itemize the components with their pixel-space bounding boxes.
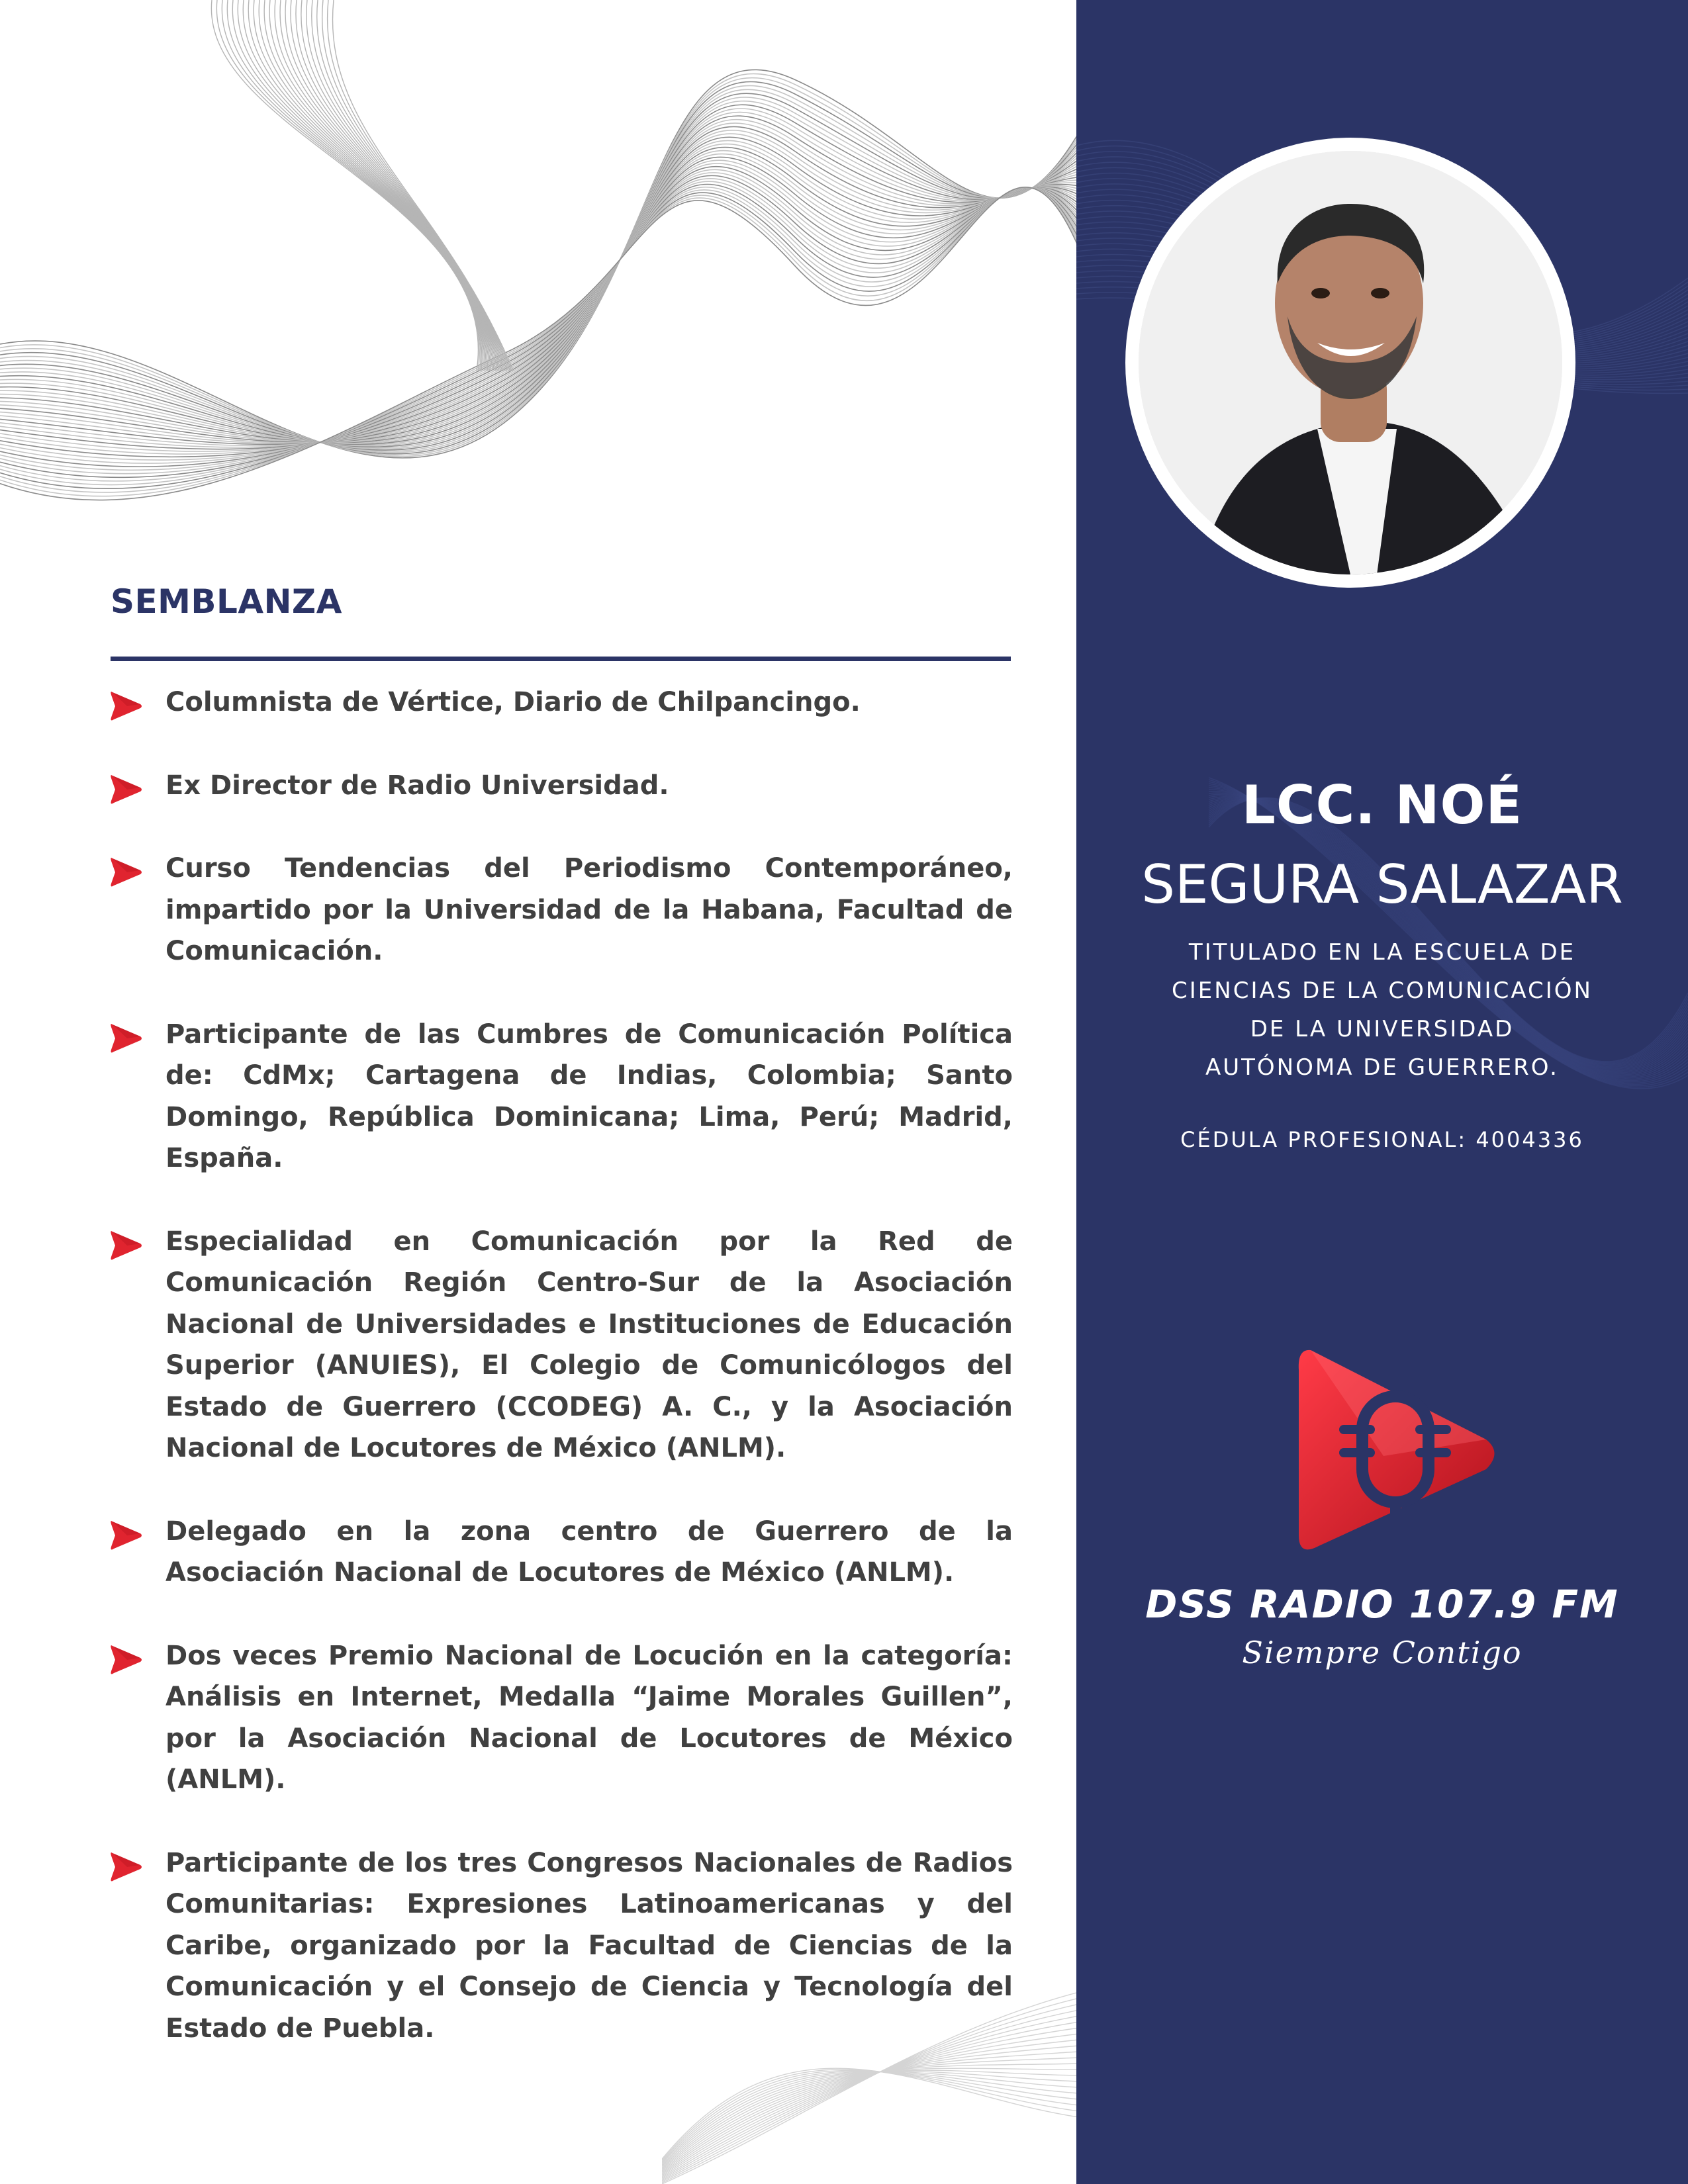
play-bullet-icon [107,772,143,807]
list-item-text: Dos veces Premio Nacional de Locución en la categoría: Análisis en Internet, Medalla “Jaime Morales Guillen”, por la Asociación Nacional de Locutores de México (ANLM). [165,1640,1013,1795]
list-item-text: Ex Director de Radio Universidad. [165,770,669,801]
play-bullet-icon [107,1642,143,1678]
profile-license: CÉDULA PROFESIONAL: 4004336 [1180,1127,1584,1152]
list-item-text: Participante de los tres Congresos Nacionales de Radios Comunitarias: Expresiones Latinoamericanas y del Caribe, organizado por la Facultad de Ciencias de la Comunicación y el Consejo de Ciencia y Tecnología del Estado de Puebla. [165,1847,1013,2044]
profile-name-first: LCC. NOÉ [1241,774,1523,836]
list-item-text: Participante de las Cumbres de Comunicación Política de: CdMx; Cartagena de Indias, Colombia; Santo Domingo, República Dominicana; Lima, Perú; Madrid, España. [165,1019,1013,1173]
play-bullet-icon [107,688,143,724]
credential-line: DE LA UNIVERSIDAD [1250,1016,1515,1042]
section-divider [111,657,1011,661]
radio-logo-name: DSS RADIO 107.9 FM [1145,1582,1619,1627]
credential-line: AUTÓNOMA DE GUERRERO. [1205,1054,1559,1081]
section-title: SEMBLANZA [111,582,342,621]
profile-photo-frame [1125,138,1575,588]
list-item [106,1014,1013,1179]
decorative-waves-top [0,0,1079,596]
list-item-text: Columnista de Vértice, Diario de Chilpancingo. [165,687,861,717]
list-item [106,1843,1013,2050]
microphone-play-icon [1284,1343,1503,1562]
list-item-text: Delegado en la zona centro de Guerrero de la Asociación Nacional de Locutores de México (ANLM). [165,1516,1013,1588]
list-item [106,1511,1013,1594]
list-item-text: Especialidad en Comunicación por la Red de Comunicación Región Centro-Sur de la Asociación Nacional de Universidades e Instituciones de Educación Superior (ANUIES), El Colegio de Comunicólogos del Estado de Guerrero (CCODEG) A. C., y la Asociación Nacional de Locutores de México (ANLM). [165,1226,1013,1463]
list-item [106,1635,1013,1801]
radio-logo-tagline: Siempre Contigo [1242,1635,1523,1670]
profile-credentials [1076,933,1688,1087]
play-bullet-icon [107,854,143,890]
bio-list [106,682,1013,2091]
person-portrait-icon [1139,151,1562,574]
list-item [106,765,1013,807]
list-item [106,682,1013,723]
list-item-text: Curso Tendencias del Periodismo Contemporáneo, impartido por la Universidad de la Habana, Facultad de Comunicación. [165,853,1013,966]
credential-line: TITULADO EN LA ESCUELA DE [1188,939,1576,966]
profile-photo [1139,151,1562,574]
play-bullet-icon [107,1518,143,1553]
credential-line: CIENCIAS DE LA COMUNICACIÓN [1172,978,1593,1004]
list-item [106,1221,1013,1469]
play-bullet-icon [107,1228,143,1263]
profile-name-last: SEGURA SALAZAR [1141,854,1623,915]
play-bullet-icon [107,1849,143,1885]
play-bullet-icon [107,1021,143,1056]
list-item [106,848,1013,972]
